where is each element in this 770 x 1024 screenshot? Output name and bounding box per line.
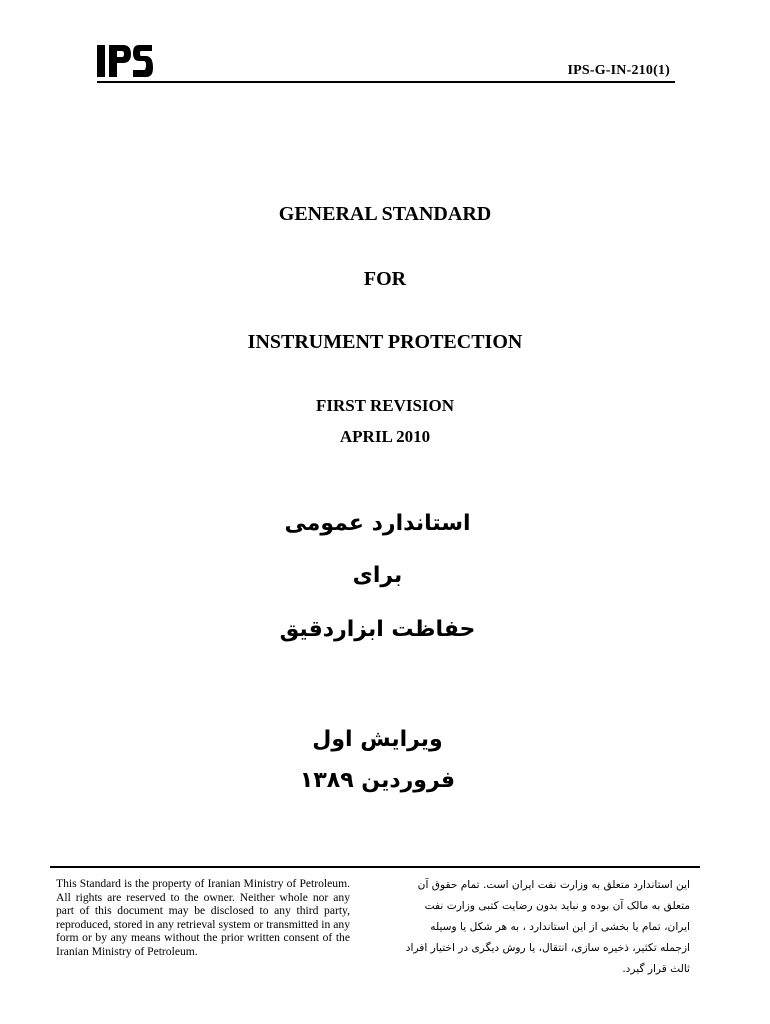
copyright-notice-persian: این استاندارد متعلق به وزارت نفت ایران است. تمام حقوق آن متعلق به مالک آن بوده و نباید بدون رضایت کتبی وزارت نفت ایران، تمام یا بخشی از این استاندارد ، به هر شکل یا وسیله ازجمله تکثیر، ذخیره سازی، انتقال، یا روش دیگری در اختیار افراد ثالث قرار گیرد. [405,879,690,975]
footer-divider [50,866,700,868]
title-line-3: INSTRUMENT PROTECTION [247,331,523,353]
document-code: IPS-G-IN-210(1) [567,63,670,78]
persian-title-line-3: حفاظت ابزاردقیق [279,617,476,642]
revision-date: APRIL 2010 [339,427,431,446]
title-line-2: FOR [363,268,407,290]
revision-label: FIRST REVISION [315,396,455,415]
persian-title-line-2: برای [352,563,403,588]
header-divider [97,81,675,83]
persian-revision-label: ویرایش اول [312,727,443,752]
persian-title-line-1: استاندارد عمومی [284,511,471,536]
ips-logo [97,44,153,78]
title-line-1: GENERAL STANDARD [278,203,492,225]
copyright-notice-english: This Standard is the property of Iranian Ministry of Petroleum. All rights are reserved to the owner. Neither whole nor any part of this document may be disclosed to any third party, reproduced, stored in any retrieval system or transmitted in any form or by any means without the prior written consent of the Iranian Ministry of Petroleum. [56,877,350,958]
persian-revision-date: فروردین ۱۳۸۹ [299,768,456,793]
